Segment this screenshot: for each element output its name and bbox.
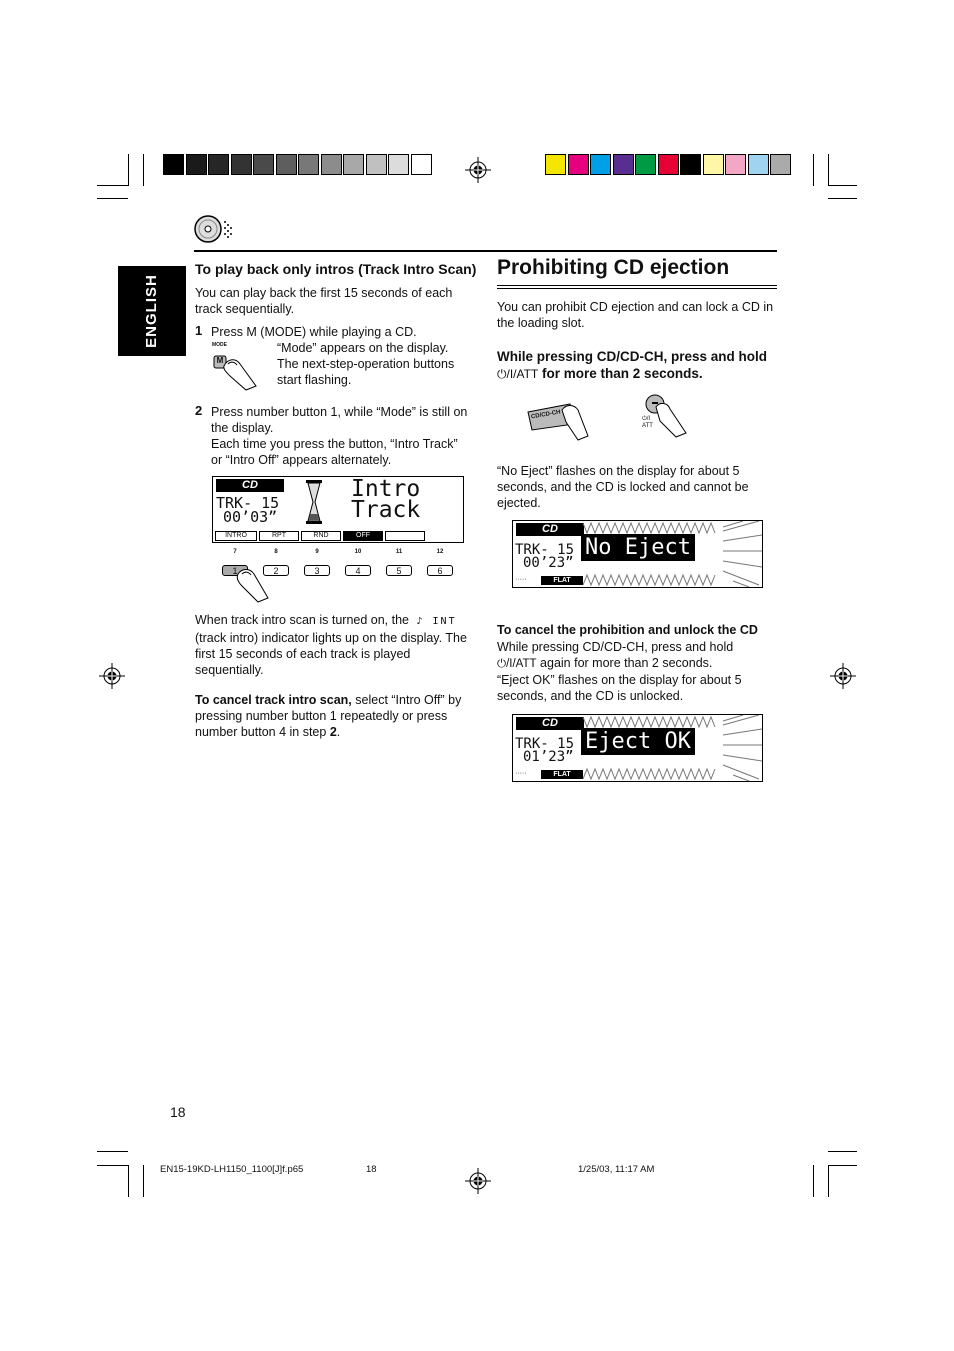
- att-label: ⏻/I ATT: [642, 416, 653, 429]
- power-att-icon: ⏻/I/ATT: [497, 367, 539, 381]
- step1-detail: “Mode” appears on the display. The next-step-operation buttons start flashing.: [277, 341, 455, 387]
- button-number-label: 8: [274, 549, 278, 555]
- crop-mark: [143, 154, 144, 186]
- footer-filename: EN15-19KD-LH1150_1100[J]f.p65: [160, 1164, 304, 1175]
- lcd-big-line1: Intro: [351, 476, 421, 502]
- lcd-big-line2: Track: [351, 497, 421, 523]
- button-number-label: 7: [233, 549, 237, 555]
- crop-mark: [143, 1165, 144, 1197]
- title-rule: [497, 285, 777, 286]
- color-swatch: [613, 154, 634, 175]
- unlock-text-end: “Eject OK” flashes on the display for about 5 seconds, and the CD is unlocked.: [497, 673, 742, 703]
- cancel-intro-bold: To cancel track intro scan,: [195, 693, 352, 707]
- step2-text: Press number button 1, while “Mode” is still on the display.: [211, 405, 468, 435]
- hourglass-icon: [306, 480, 322, 524]
- color-swatch: [568, 154, 589, 175]
- lcd-tab: INTRO: [215, 531, 257, 541]
- lcd-dots: ·····: [515, 576, 527, 583]
- crop-mark: [828, 1151, 857, 1152]
- instruction-start: While pressing CD/CD-CH, press and hold: [497, 349, 768, 364]
- int-indicator-icon: ♪ INT: [416, 616, 457, 627]
- number-button-2[interactable]: 2: [263, 565, 289, 576]
- number-button-4[interactable]: 4: [345, 565, 371, 576]
- m-key-label: M: [216, 356, 224, 365]
- color-swatch: [635, 154, 656, 175]
- left-intro: You can play back the first 15 seconds of each track sequentially.: [195, 286, 453, 316]
- power-att-icon: ⏻/I/ATT: [497, 658, 537, 670]
- registration-mark-icon: [465, 157, 491, 183]
- cancel-intro-paragraph: [195, 692, 475, 740]
- button-number-label: 12: [436, 549, 444, 555]
- crop-mark: [828, 154, 829, 186]
- crop-mark: [97, 1165, 128, 1166]
- lcd-tab: RPT: [259, 531, 299, 541]
- color-swatch: [366, 154, 387, 175]
- lcd-big-message: No Eject: [581, 534, 695, 561]
- unlock-text-mid: again for more than 2 seconds.: [540, 656, 713, 670]
- lcd-dots: ·····: [515, 770, 527, 777]
- number-button-6[interactable]: 6: [427, 565, 453, 576]
- step-number: 1: [195, 323, 203, 338]
- lcd-no-eject: [512, 520, 763, 588]
- crop-mark: [813, 154, 814, 186]
- crop-mark: [97, 198, 128, 199]
- step2-detail: Each time you press the button, “Intro Track” or “Intro Off” appears alternately.: [211, 437, 458, 467]
- lcd-flat-indicator: FLAT: [541, 770, 583, 779]
- page-number: 18: [170, 1104, 186, 1120]
- right-intro: You can prohibit CD ejection and can lock a CD in the loading slot.: [497, 300, 774, 330]
- color-swatch: [321, 154, 342, 175]
- int-paragraph: [195, 612, 475, 678]
- cd-icon: [193, 214, 237, 244]
- unlock-text-start: While pressing CD/CD-CH, press and hold: [497, 640, 734, 654]
- number-button-3[interactable]: 3: [304, 565, 330, 576]
- crop-mark: [828, 1165, 857, 1166]
- registration-mark-icon: [99, 663, 125, 689]
- step1-text: Press M (MODE) while playing a CD.: [211, 325, 417, 339]
- lcd-flat-indicator: FLAT: [541, 576, 583, 585]
- finger-press-icon: [234, 568, 274, 604]
- registration-mark-icon: [830, 663, 856, 689]
- crop-mark: [828, 1165, 829, 1197]
- color-swatch: [725, 154, 746, 175]
- color-swatch: [163, 154, 184, 175]
- cancel-intro-text: select “Intro Off” by pressing number button 1 repeatedly or press number button 4 in step: [195, 693, 462, 739]
- lcd-time: 00’03”: [223, 508, 278, 526]
- unlock-heading: To cancel the prohibition and unlock the CD: [497, 623, 758, 637]
- button-number-label: 10: [354, 549, 362, 555]
- crop-mark: [97, 1151, 128, 1152]
- unlock-paragraph: [497, 639, 777, 704]
- language-label: ENGLISH: [143, 274, 160, 348]
- crop-mark: [128, 154, 129, 186]
- color-swatch: [680, 154, 701, 175]
- section-rule: [194, 250, 777, 252]
- cancel-end: .: [336, 725, 341, 739]
- lcd-time: 00’23”: [523, 555, 574, 571]
- color-swatch: [343, 154, 364, 175]
- color-swatch: [253, 154, 274, 175]
- instruction-heading: [497, 348, 777, 383]
- color-swatch: [276, 154, 297, 175]
- button-number-label: 9: [315, 549, 319, 555]
- lcd-eject-ok: [512, 714, 763, 782]
- crop-mark: [128, 1165, 129, 1197]
- cd-indicator: CD: [516, 717, 584, 730]
- lcd-big-message: Eject OK: [581, 728, 695, 755]
- color-swatch: [770, 154, 791, 175]
- color-swatch: [658, 154, 679, 175]
- crop-mark: [828, 198, 857, 199]
- mode-label: MODE: [212, 342, 227, 348]
- color-swatch: [545, 154, 566, 175]
- lcd-tab: OFF: [343, 531, 383, 541]
- footer-date: 1/25/03, 11:17 AM: [578, 1164, 655, 1175]
- crop-mark: [828, 185, 857, 186]
- title-rule: [497, 288, 777, 289]
- crop-mark: [813, 1165, 814, 1197]
- footer-page: 18: [366, 1164, 377, 1175]
- cd-indicator: CD: [516, 523, 584, 536]
- number-button-1[interactable]: 1: [222, 565, 248, 576]
- color-swatch: [703, 154, 724, 175]
- page-title: Prohibiting CD ejection: [497, 256, 730, 279]
- registration-mark-icon: [465, 1168, 491, 1194]
- int-para-start: When track intro scan is turned on, the: [195, 613, 409, 627]
- int-para-end: (track intro) indicator lights up on the display. The first 15 seconds of each track is played sequentially.: [195, 631, 467, 677]
- lcd-tab: RND: [301, 531, 341, 541]
- lcd-intro-track: [212, 476, 464, 543]
- lcd-track: TRK- 15: [515, 736, 575, 752]
- color-swatch: [186, 154, 207, 175]
- cdch-label: CD/CD-CH: [530, 409, 561, 421]
- color-swatch: [298, 154, 319, 175]
- instruction-end: for more than 2 seconds.: [542, 366, 703, 381]
- color-swatch: [208, 154, 229, 175]
- lcd-tab: [385, 531, 425, 541]
- no-eject-description: “No Eject” flashes on the display for about 5 seconds, and the CD is locked and cannot be ejected.: [497, 464, 749, 510]
- button-number-label: 11: [395, 549, 403, 555]
- language-tab: [118, 266, 186, 356]
- lcd-track: TRK- 15: [216, 494, 280, 512]
- left-heading: To play back only intros (Track Intro Scan): [195, 261, 477, 277]
- color-swatch: [411, 154, 432, 175]
- crop-mark: [97, 185, 128, 186]
- color-swatch: [231, 154, 252, 175]
- cancel-step-ref: 2: [329, 725, 337, 739]
- lcd-time: 01’23”: [523, 749, 574, 765]
- color-swatch: [388, 154, 409, 175]
- color-swatch: [748, 154, 769, 175]
- lcd-track: TRK- 15: [515, 542, 575, 558]
- cd-ch-button-icon: [526, 402, 590, 442]
- number-button-5[interactable]: 5: [386, 565, 412, 576]
- step-number: 2: [195, 403, 203, 418]
- cd-indicator: CD: [216, 479, 284, 492]
- color-swatch: [590, 154, 611, 175]
